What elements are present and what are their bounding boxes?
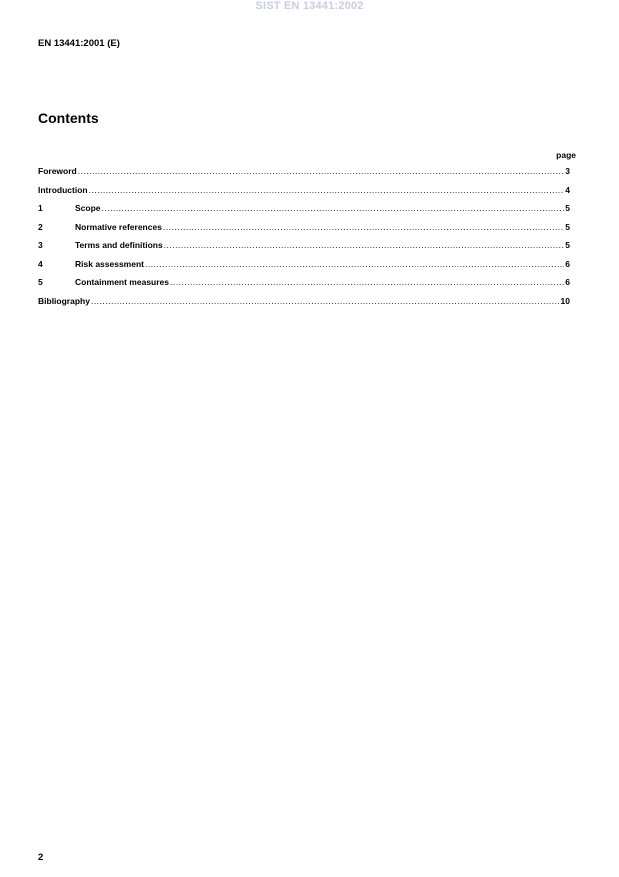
toc-entry-number: 2 [38, 221, 43, 232]
toc-entry-label: Introduction [38, 184, 88, 195]
dot-leader [164, 240, 565, 250]
toc-entry-page: 6 [565, 277, 570, 287]
toc-entry-normative-references[interactable] [38, 222, 570, 241]
toc-entry-label: Risk assessment [75, 258, 144, 269]
watermark: SIST EN 13441:2002 [255, 0, 364, 12]
contents-title: Contents [38, 110, 99, 126]
dot-leader [78, 166, 565, 176]
toc-entry-page: 4 [565, 184, 570, 195]
toc-entry-number: 3 [38, 240, 43, 250]
toc-entry-scope[interactable] [38, 203, 570, 222]
dot-leader [89, 185, 565, 195]
toc-entry-page: 3 [565, 166, 570, 176]
toc-entry-label: Containment measures [75, 277, 169, 287]
toc-entry-page: 5 [565, 240, 570, 250]
toc-entry-number: 1 [38, 203, 43, 213]
toc-entry-foreword[interactable] [38, 166, 570, 185]
toc-entry-introduction[interactable] [38, 185, 570, 204]
toc-entry-number: 5 [38, 277, 43, 287]
dot-leader [145, 259, 564, 269]
toc-entry-label: Terms and definitions [75, 240, 163, 250]
toc-entry-number: 4 [38, 258, 43, 269]
dot-leader [91, 296, 560, 306]
toc-entry-page: 5 [565, 203, 570, 213]
page-number: 2 [38, 852, 44, 863]
toc-entry-label: Foreword [38, 166, 77, 176]
document-id: EN 13441:2001 (E) [38, 38, 120, 49]
toc-entry-label: Bibliography [38, 295, 90, 306]
dot-leader [163, 222, 564, 232]
toc-entry-bibliography[interactable] [38, 296, 570, 315]
dot-leader [170, 277, 564, 287]
toc-entry-page: 10 [560, 295, 570, 306]
toc-entry-risk-assessment[interactable] [38, 259, 570, 278]
toc-entry-label: Scope [75, 203, 101, 213]
toc-entry-terms-and-definitions[interactable] [38, 240, 570, 259]
table-of-contents [38, 166, 570, 314]
dot-leader [102, 203, 565, 213]
page-column-label: page [556, 150, 576, 160]
toc-entry-containment-measures[interactable] [38, 277, 570, 296]
toc-entry-page: 5 [565, 221, 570, 232]
toc-entry-page: 6 [565, 258, 570, 269]
toc-entry-label: Normative references [75, 221, 162, 232]
